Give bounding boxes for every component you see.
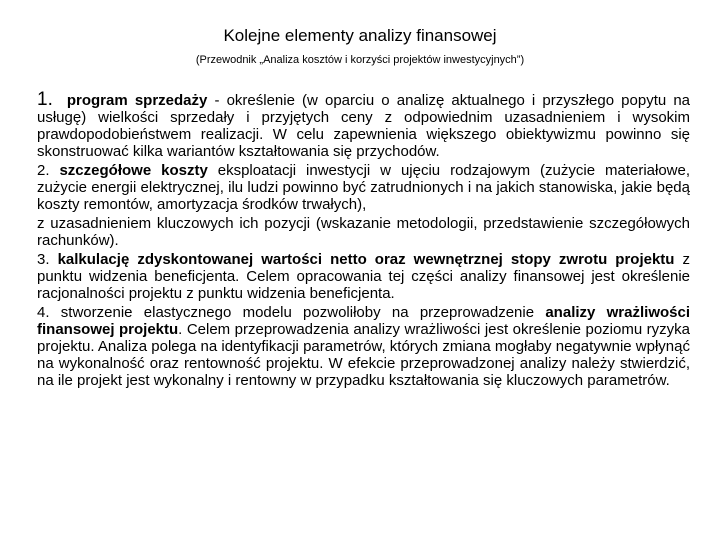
item-bold-term: kalkulację zdyskontowanej wartości netto oraz wewnętrznej stopy zwrotu projektu [57, 251, 675, 268]
item-lead: stworzenie elastycznego modelu pozwoliłoby na przeprowadzenie [60, 304, 546, 321]
item-text: z punktu widzenia beneficjenta. Celem opracowania tej części analizy finansowej jest określenie racjonalności projektu z punktu widzenia beneficjenta. [37, 251, 691, 302]
list-item-3 [37, 251, 690, 302]
item-bold-term: program sprzedaży [66, 92, 208, 109]
list-item-2-continuation: z uzasadnieniem kluczowych ich pozycji (wskazanie metodologii, przedstawienie szczegółowych rachunków). [37, 215, 690, 249]
item-number: 1. [37, 89, 53, 110]
item-text: . Celem przeprowadzenia analizy wrażliwości jest określenie poziomu ryzyka projektu. Analiza polega na identyfikacji parametrów, których zmiana mogłaby negatywnie wpłynąć na wykonalność oraz rentowność projektu. W efekcie przeprowadzonej analizy należy stwierdzić, na ile projekt jest wykonalny i rentowny w przypadku kształtowania się kluczowych parametrów. [37, 321, 691, 389]
item-text: - określenie (w oparciu o analizę aktualnego i przyszłego popytu na usługę) wielkości sprzedały i przyjętych ceny z odpowiednim uzasadnieniem i wysokim prawdopodobieństwem realizacji. W celu zapewnienia większego obiektywizmu powinno się skonstruować kilka wariantów kształtowania się przychodów. [37, 92, 690, 160]
item-number: 4. [37, 304, 50, 321]
item-bold-term: analizy wrażliwości finansowej projektu [37, 304, 691, 338]
page-subtitle: (Przewodnik „Analiza kosztów i korzyści projektów inwestycyjnych”) [195, 54, 525, 66]
item-text: eksploatacji inwestycji w ujęciu rodzajowym (zużycie materiałowe, zużycie energii elektrycznej, ilu ludzi powinno być zatrudnionych i na jakich stanowiska, jakie będą koszty remontów, amortyzacja środków trwałych), [37, 162, 691, 213]
list-item-2 [37, 162, 690, 213]
item-bold-term: szczegółowe koszty [59, 162, 208, 179]
list-item-4 [37, 304, 690, 389]
item-number: 3. [37, 251, 50, 268]
item-number: 2. [37, 162, 50, 179]
list-item-1 [37, 91, 690, 160]
page-title: Kolejne elementy analizy finansowej [223, 26, 497, 45]
content-body [37, 91, 690, 391]
